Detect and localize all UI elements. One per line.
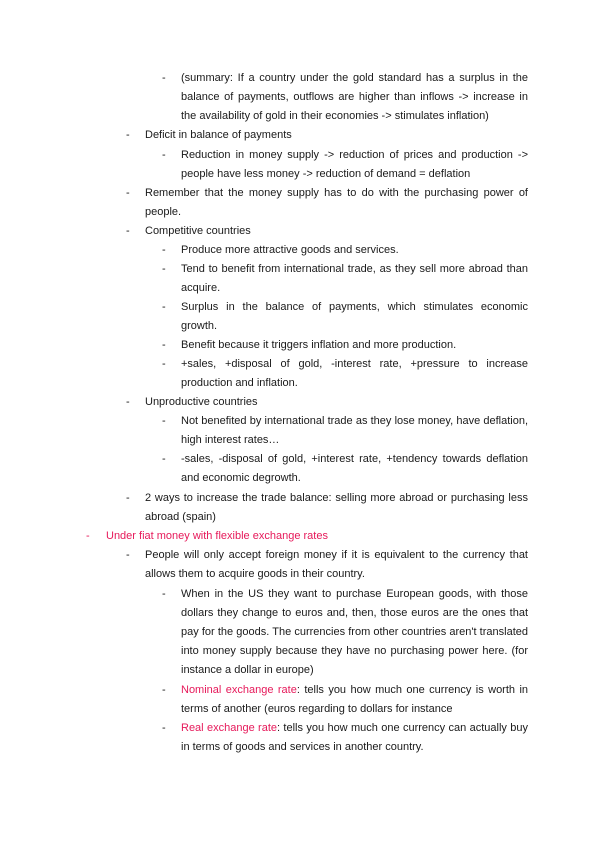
item-text: +sales, +disposal of gold, -interest rate, +pressure to increase production and inflation. [181,358,528,389]
list-item [126,184,528,222]
list-item [162,336,528,355]
bullet-dash: - [162,415,166,427]
bullet-dash: - [126,129,130,141]
list-item [162,719,528,757]
list-item [162,585,528,680]
item-text: Tend to benefit from international trade, as they sell more abroad than acquire. [181,263,528,294]
item-text: 2 ways to increase the trade balance: selling more abroad or purchasing less abroad (spain) [145,492,528,523]
list-item [162,355,528,393]
bullet-dash: - [126,187,130,199]
bullet-dash: - [126,225,130,237]
item-text: Remember that the money supply has to do with the purchasing power of people. [145,187,528,218]
definition-text: : tells you how much one currency can actually buy in terms of goods and services in another country. [181,722,528,753]
item-text: (summary: If a country under the gold standard has a surplus in the balance of payments, outflows are higher than inflows -> increase in the availability of gold in their economies -> stimulates inflation) [181,72,528,122]
item-text: Produce more attractive goods and services. [181,244,399,256]
item-text: Competitive countries [145,225,251,237]
list-item [162,69,528,126]
bullet-dash: - [162,301,166,313]
bullet-dash: - [162,263,166,275]
bullet-dash: - [162,244,166,256]
bullet-dash: - [162,684,166,696]
bullet-dash: - [162,588,166,600]
bullet-dash: - [162,453,166,465]
bullet-dash: - [162,72,166,84]
list-item [126,126,528,145]
bullet-dash: - [126,549,130,561]
bullet-dash: - [162,358,166,370]
list-item [162,241,528,260]
list-item [126,393,528,412]
term-nominal-exchange-rate: Nominal exchange rate [181,684,297,696]
bullet-dash: - [86,530,90,542]
item-text [181,719,528,757]
definition-text: : tells you how much one currency is worth in terms of another (euros regarding to dollars for instance [181,684,529,715]
list-item [126,222,528,241]
item-text: -sales, -disposal of gold, +interest rate, +tendency towards deflation and economic degrowth. [181,453,528,484]
bullet-dash: - [162,722,166,734]
list-item [162,146,528,184]
item-text: Deficit in balance of payments [145,129,292,141]
list-item [126,546,528,584]
list-item [162,260,528,298]
item-text [181,681,528,719]
list-item [162,412,528,450]
bullet-dash: - [162,339,166,351]
list-item [162,681,529,719]
heading-text: Under fiat money with flexible exchange rates [106,530,328,542]
term-real-exchange-rate: Real exchange rate [181,722,278,734]
item-text: Not benefited by international trade as they lose money, have deflation, high interest rates… [181,415,528,446]
item-text: People will only accept foreign money if it is equivalent to the currency that allows them to acquire goods in their country. [145,549,528,580]
item-text: Unproductive countries [145,396,258,408]
list-item [126,489,528,527]
item-text: Surplus in the balance of payments, which stimulates economic growth. [181,301,528,332]
item-text: When in the US they want to purchase European goods, with those dollars they change to euros and, then, those euros are the ones that pay for the goods. The currencies from other countries aren't translated into money supply because they have no purchasing power here. (for instance a dollar in europe) [181,588,528,676]
section-heading [86,527,528,546]
list-item [162,298,528,336]
item-text: Reduction in money supply -> reduction of prices and production -> people have less money -> reduction of demand = deflation [181,149,528,180]
bullet-dash: - [162,149,166,161]
list-item [162,450,528,488]
bullet-dash: - [126,492,130,504]
bullet-dash: - [126,396,130,408]
item-text: Benefit because it triggers inflation and more production. [181,339,457,351]
